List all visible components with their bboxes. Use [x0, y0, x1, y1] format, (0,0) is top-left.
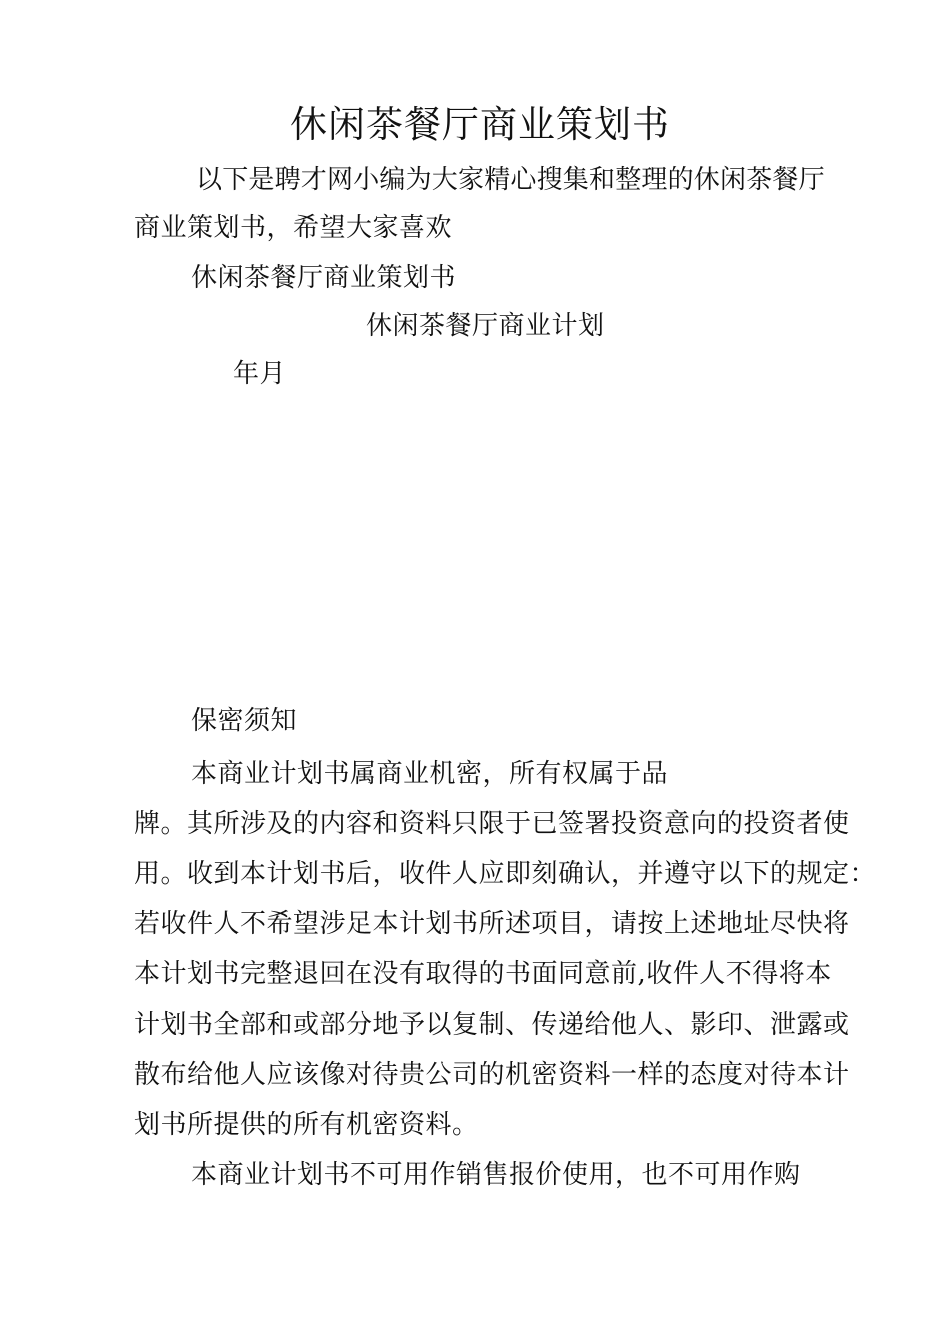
intro-line-2: 商业策划书，希望大家喜欢 — [134, 213, 453, 243]
confidential-heading: 保密须知 — [191, 706, 298, 736]
paragraph-line: 本商业计划书属商业机密，所有权属于品 — [191, 759, 669, 789]
document-title: 休闲茶餐厅商业策划书 — [290, 103, 670, 146]
paragraph-line: 划书所提供的所有机密资料。 — [134, 1110, 479, 1140]
paragraph-line: 牌。其所涉及的内容和资料只限于已签署投资意向的投资者使 — [134, 809, 850, 839]
subtitle: 休闲茶餐厅商业策划书 — [191, 263, 457, 293]
plan-title: 休闲茶餐厅商业计划 — [366, 311, 605, 341]
paragraph-line: 计划书全部和或部分地予以复制、传递给他人、影印、泄露或 — [134, 1010, 850, 1040]
paragraph-line: 用。收到本计划书后，收件人应即刻确认，并遵守以下的规定： — [134, 859, 877, 889]
intro-line-1: 以下是聘才网小编为大家精心搜集和整理的休闲茶餐厅 — [196, 165, 825, 195]
paragraph-line: 散布给他人应该像对待贵公司的机密资料一样的态度对待本计 — [134, 1060, 850, 1090]
paragraph-2-line: 本商业计划书不可用作销售报价使用，也不可用作购 — [191, 1160, 801, 1190]
paragraph-line: 本计划书完整退回在没有取得的书面同意前,收件人不得将本 — [134, 959, 832, 989]
paragraph-line: 若收件人不希望涉足本计划书所述项目，请按上述地址尽快将 — [134, 909, 850, 939]
date-line: 年月 — [233, 359, 287, 389]
